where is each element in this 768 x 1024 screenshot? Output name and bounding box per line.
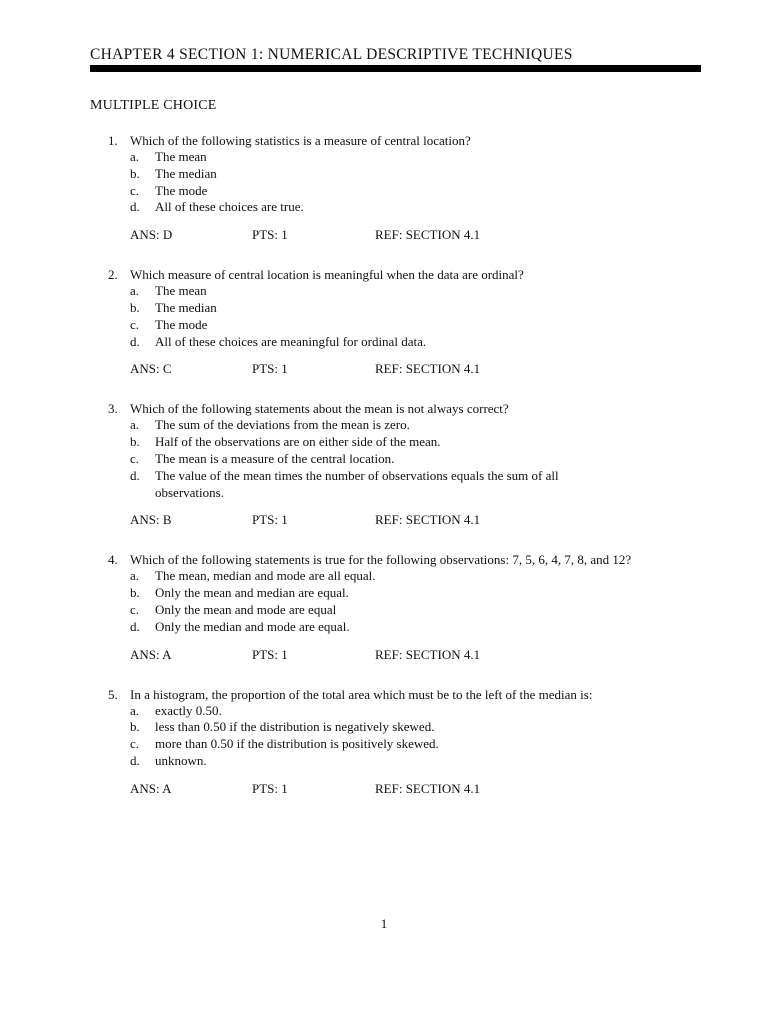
question-number: 2. xyxy=(108,267,118,283)
choice-text: more than 0.50 if the distribution is positively skewed. xyxy=(155,736,439,752)
choice-letter: a. xyxy=(130,417,140,433)
choice-letter: d. xyxy=(130,333,140,349)
question-number: 5. xyxy=(108,686,118,702)
question-text: In a histogram, the proportion of the total area which must be to the left of the median is: xyxy=(130,686,593,702)
choice-text: The value of the mean times the number of observations equals the sum of all observations. xyxy=(155,467,559,500)
answer: ANS: B xyxy=(130,512,172,528)
choice-c xyxy=(108,183,708,200)
choice-letter: a. xyxy=(130,702,140,718)
choice-text: Only the median and mode are equal. xyxy=(155,618,350,634)
choice-letter: b. xyxy=(130,719,140,735)
choice-letter: c. xyxy=(130,316,140,332)
answer: ANS: D xyxy=(130,227,173,243)
question-list xyxy=(108,132,708,820)
answer-row xyxy=(108,226,708,243)
choice-b xyxy=(108,434,708,451)
question-4 xyxy=(108,551,708,662)
choice-text: The mode xyxy=(155,316,208,332)
chapter-title: CHAPTER 4 SECTION 1: NUMERICAL DESCRIPTIVE TECHNIQUES xyxy=(90,46,573,63)
question-2 xyxy=(108,266,708,377)
choice-a xyxy=(108,568,708,585)
choice-d xyxy=(108,753,708,770)
reference: REF: SECTION 4.1 xyxy=(375,646,481,662)
choice-text: Half of the observations are on either side of the mean. xyxy=(155,434,441,450)
choice-d xyxy=(108,468,708,502)
choice-c xyxy=(108,451,708,468)
choice-c xyxy=(108,736,708,753)
question-number: 3. xyxy=(108,401,118,417)
choice-a xyxy=(108,283,708,300)
choice-text: The mode xyxy=(155,182,208,198)
answer: ANS: A xyxy=(130,780,172,796)
choice-letter: d. xyxy=(130,618,140,634)
choice-c xyxy=(108,602,708,619)
choice-text: less than 0.50 if the distribution is negatively skewed. xyxy=(155,719,435,735)
choice-b xyxy=(108,719,708,736)
reference: REF: SECTION 4.1 xyxy=(375,512,481,528)
answer-row xyxy=(108,780,708,797)
choice-a xyxy=(108,417,708,434)
question-text: Which of the following statements about the mean is not always correct? xyxy=(130,401,509,417)
choice-text: The sum of the deviations from the mean is zero. xyxy=(155,417,410,433)
question-number: 1. xyxy=(108,133,118,148)
answer-row xyxy=(108,511,708,528)
choice-letter: a. xyxy=(130,283,140,299)
choice-text: The median xyxy=(155,165,217,181)
reference: REF: SECTION 4.1 xyxy=(375,780,481,796)
choice-text: The mean is a measure of the central location. xyxy=(155,450,395,466)
choice-letter: b. xyxy=(130,299,140,315)
points: PTS: 1 xyxy=(252,646,288,662)
choice-a xyxy=(108,149,708,166)
choice-a xyxy=(108,703,708,720)
answer-row xyxy=(108,646,708,663)
choice-letter: d. xyxy=(130,752,140,768)
question-text: Which measure of central location is meaningful when the data are ordinal? xyxy=(130,267,524,283)
choice-letter: b. xyxy=(130,434,140,450)
choice-b xyxy=(108,585,708,602)
choice-letter: d. xyxy=(130,467,140,483)
choice-letter: a. xyxy=(130,568,140,584)
answer: ANS: C xyxy=(130,361,172,377)
points: PTS: 1 xyxy=(252,361,288,377)
header-divider xyxy=(90,65,701,72)
choice-d xyxy=(108,619,708,636)
choice-letter: b. xyxy=(130,585,140,601)
choice-c xyxy=(108,317,708,334)
question-text: Which of the following statistics is a measure of central location? xyxy=(130,133,471,148)
section-heading: MULTIPLE CHOICE xyxy=(90,98,217,113)
question-text: Which of the following statements is true for the following observations: 7, 5, 6, 4, 7, 8, and 12? xyxy=(130,552,632,568)
choice-text: All of these choices are meaningful for ordinal data. xyxy=(155,333,427,349)
question-1 xyxy=(108,132,708,243)
choice-text: All of these choices are true. xyxy=(155,199,304,215)
question-3 xyxy=(108,400,708,528)
choice-text: Only the mean and median are equal. xyxy=(155,585,349,601)
choice-letter: c. xyxy=(130,182,140,198)
answer: ANS: A xyxy=(130,646,172,662)
choice-text: Only the mean and mode are equal xyxy=(155,601,337,617)
question-5 xyxy=(108,686,708,797)
choice-b xyxy=(108,300,708,317)
choice-text: The mean xyxy=(155,149,207,164)
choice-text: The mean xyxy=(155,283,207,299)
choice-letter: d. xyxy=(130,199,140,215)
choice-letter: a. xyxy=(130,149,140,164)
points: PTS: 1 xyxy=(252,227,288,243)
choice-letter: b. xyxy=(130,165,140,181)
page-number: 1 xyxy=(380,916,388,931)
choice-letter: c. xyxy=(130,736,140,752)
choice-d xyxy=(108,334,708,351)
reference: REF: SECTION 4.1 xyxy=(375,361,481,377)
points: PTS: 1 xyxy=(252,780,288,796)
choice-b xyxy=(108,166,708,183)
choice-text: exactly 0.50. xyxy=(155,702,222,718)
answer-row xyxy=(108,360,708,377)
choice-text: The mean, median and mode are all equal. xyxy=(155,568,376,584)
reference: REF: SECTION 4.1 xyxy=(375,227,481,243)
points: PTS: 1 xyxy=(252,512,288,528)
choice-d xyxy=(108,199,708,216)
choice-text: The median xyxy=(155,299,217,315)
choice-text: unknown. xyxy=(155,752,207,768)
choice-letter: c. xyxy=(130,601,140,617)
choice-letter: c. xyxy=(130,450,140,466)
question-number: 4. xyxy=(108,552,118,568)
